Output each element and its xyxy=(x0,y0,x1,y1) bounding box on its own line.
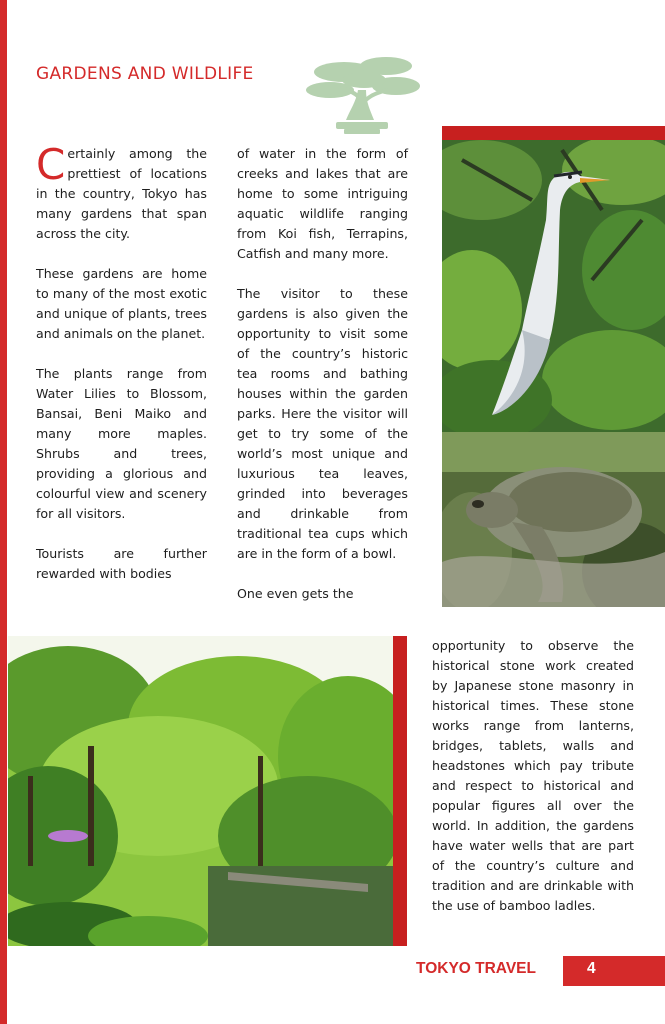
column1-paragraph-4: Tourists are further rewarded with bodies xyxy=(36,546,207,581)
text-column-2 xyxy=(237,144,408,604)
column1-p1-text: ertainly among the prettiest of locations in the country, Tokyo has many gardens that span across the city. xyxy=(36,146,207,241)
column2-paragraph-3: One even gets the xyxy=(237,586,354,601)
column2-paragraph-1: of water in the form of creeks and lakes that are home to some intriguing aquatic wildlife ranging from Koi fish, Terrapins, Catfish and many more. xyxy=(237,146,408,261)
text-column-3 xyxy=(432,636,634,916)
garden-photo xyxy=(8,636,393,946)
page-title: GARDENS AND WILDLIFE xyxy=(36,64,254,84)
page-number: 4 xyxy=(587,960,596,977)
heron-photo xyxy=(442,140,665,432)
footer-label: TOKYO TRAVEL xyxy=(416,960,536,977)
turtle-photo xyxy=(442,432,665,607)
photo-accent-bar xyxy=(442,126,665,140)
column1-paragraph-3: The plants range from Water Lilies to Blossom, Bansai, Beni Maiko and many more maples. Shrubs and trees, providing a glorious and colourful view and scenery for all visitors. xyxy=(36,366,207,521)
page-number-box xyxy=(563,956,665,986)
column1-paragraph-1 xyxy=(36,140,207,244)
column2-paragraph-2: The visitor to these gardens is also given the opportunity to visit some of the country’s historic tea rooms and bathing houses within the garden parks. Here the visitor will get to try some of the world’s most unique and luxurious tea leaves, grinded into beverages and drinkable from traditional tea cups which are in the form of a bowl. xyxy=(237,286,408,561)
column1-paragraph-2: These gardens are home to many of the most exotic and unique of plants, trees and animals on the planet. xyxy=(36,266,207,341)
left-accent-bar xyxy=(0,0,7,1024)
column3-paragraph-1: opportunity to observe the historical stone work created by Japanese stone masonry in historical times. These stone works range from lanterns, bridges, tablets, walls and headstones which pay tribute and respect to historical and popular figures all over the world. In addition, the gardens have water wells that are part of the country’s culture and tradition and are drinkable with the use of bamboo ladles. xyxy=(432,638,634,913)
drop-cap: C xyxy=(36,140,66,189)
text-column-1 xyxy=(36,140,207,584)
photo-side-bar xyxy=(393,636,407,946)
bonsai-icon xyxy=(300,50,426,136)
